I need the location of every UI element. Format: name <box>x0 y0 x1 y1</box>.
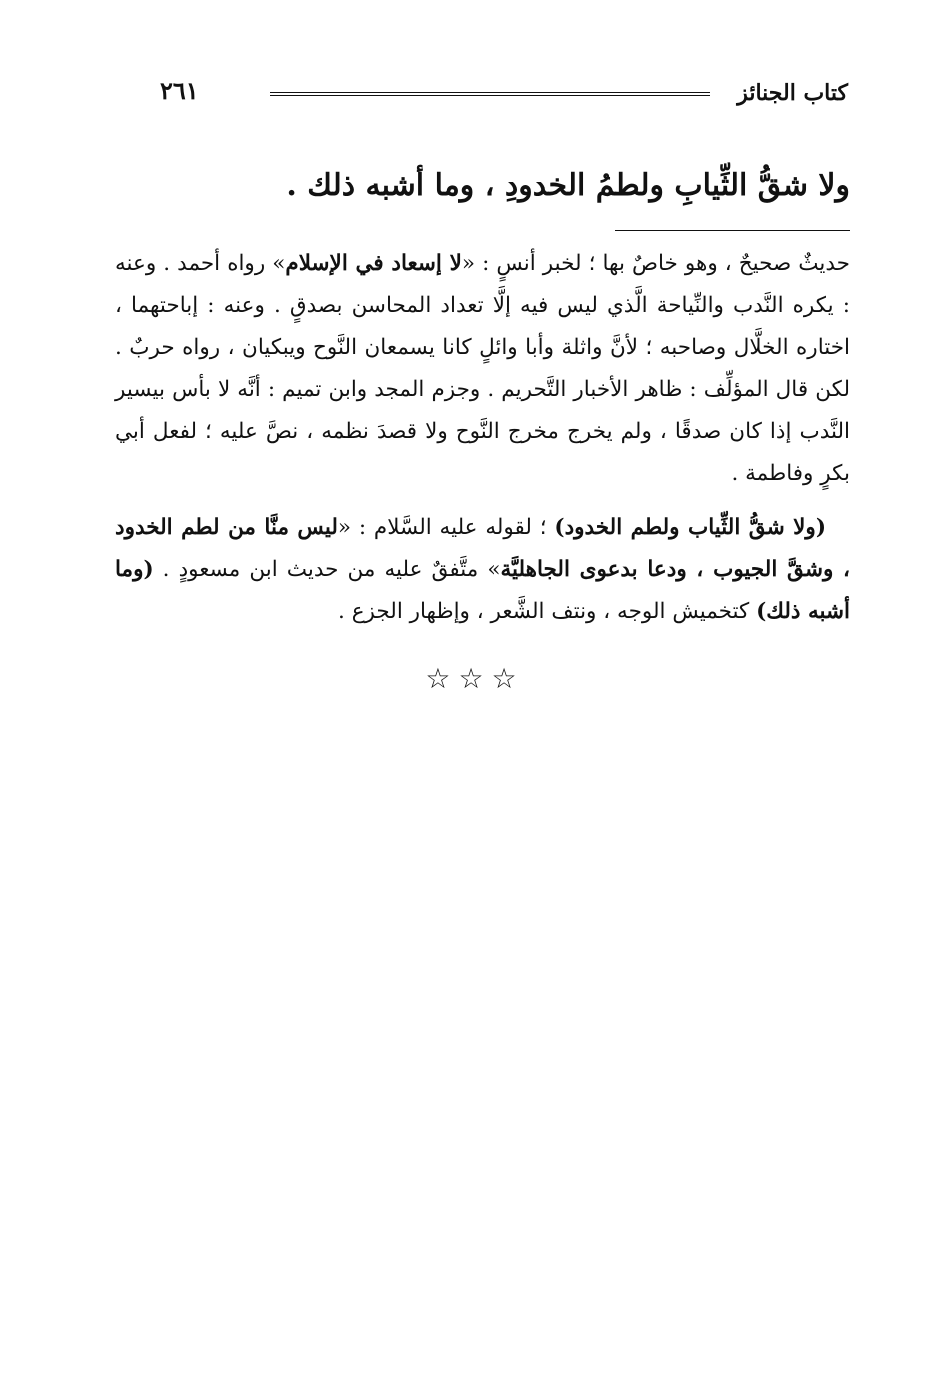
running-header <box>160 70 860 114</box>
commentary-paragraph <box>115 243 850 495</box>
commentary <box>115 243 850 633</box>
page-number: ٢٦١ <box>160 76 199 105</box>
commentary-text: حديثٌ صحيحٌ ، وهو خاصٌ بها ؛ لخبر أنسٍ : « <box>461 251 850 276</box>
main-text: ولا شقُّ الثِّيابِ ولطمُ الخدودِ ، وما أشبه ذلك . <box>286 168 850 203</box>
section-end-stars: ☆☆☆ <box>425 662 525 695</box>
commentary-text: » متَّفقٌ عليه من حديث ابن مسعودٍ . <box>153 557 501 582</box>
header-rule <box>270 92 710 96</box>
matn-quote: (ولا شقُّ الثِّياب ولطم الخدود) <box>554 515 826 540</box>
commentary-paragraph <box>115 507 850 633</box>
hadith-quote: لا إسعاد في الإسلام <box>285 251 462 276</box>
chapter-title: كتاب الجنائز <box>737 80 848 106</box>
commentary-text: كتخميش الوجه ، ونتف الشَّعر ، وإظهار الجزع . <box>338 599 757 624</box>
hadith-quote: ليس منَّا من لطم الخدود ، وشقَّ الجيوب ، ودعا بدعوى الجاهليَّة <box>115 515 851 582</box>
footnote-divider <box>615 230 850 231</box>
commentary-text: » رواه أحمد . وعنه : يكره النَّدب والنِّياحة الَّذي ليس فيه إلَّا تعداد المحاسن بصدقٍ . وعنه : إباحتهما ، اختاره الخلَّال وصاحبه ؛ لأنَّ واثلة وأبا وائلٍ كانا يسمعان النَّوح ويبكيان ، رواه حربٌ . لكن قال المؤلِّف : ظاهر الأخبار التَّحريم . وجزم المجد وابن تميم : أنَّه لا بأس بيسير النَّدب إذا كان صدقًا ، ولم يخرج مخرج النَّوح ولا قصدَ نظمه ، نصَّ عليه ؛ لفعل أبي بكرٍ وفاطمة . <box>115 251 850 486</box>
matn-quote: (وما أشبه ذلك) <box>115 557 850 624</box>
commentary-text: ؛ لقوله عليه السَّلام : « <box>337 515 555 540</box>
